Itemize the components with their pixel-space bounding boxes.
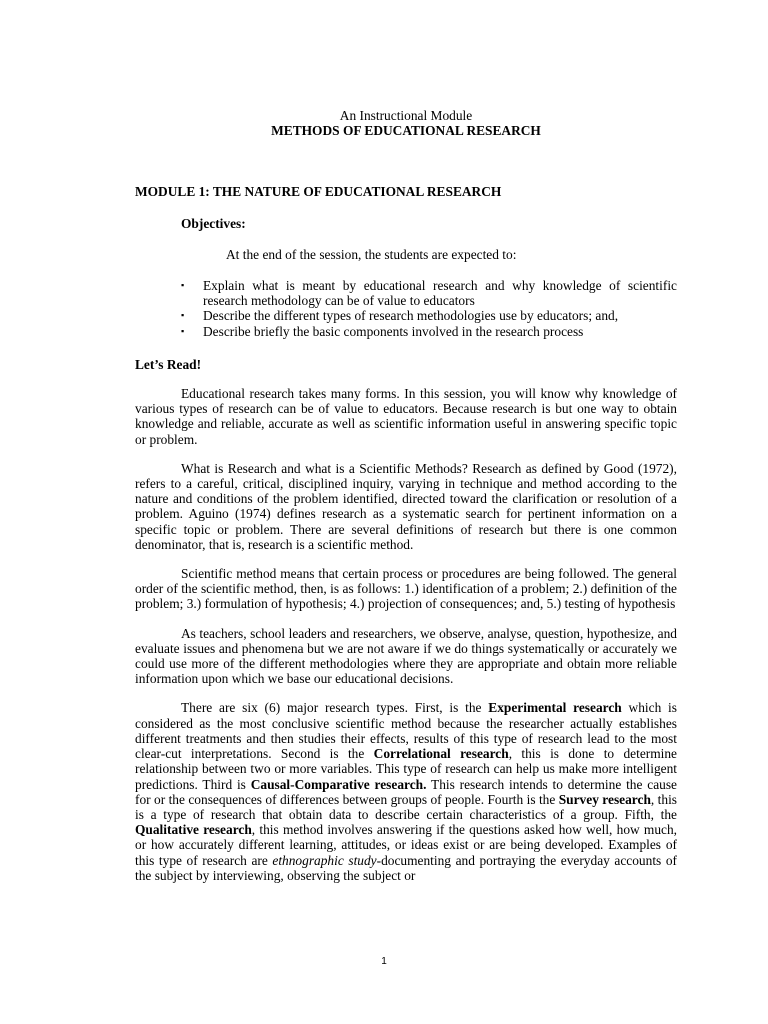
objective-text: Describe briefly the basic components involved in the research process xyxy=(203,323,584,339)
objectives-intro: At the end of the session, the students are expected to: xyxy=(226,246,517,262)
objectives-heading: Objectives: xyxy=(181,215,246,231)
objective-item xyxy=(181,308,677,324)
objective-item xyxy=(181,278,677,309)
term-qualitative-research: Qualitative research xyxy=(135,822,252,838)
text-run: , this method involves answering if the questions asked how well, how much, or how accurately different learning, attitudes, or ideas exist or are being developed. Examples of this type of research are xyxy=(135,822,678,868)
paragraph: Educational research takes many forms. In this session, you will know why knowledge of various types of research can be of value to educators. Because research is but one way to obtain knowledge and reliable, accurate as well as scientific information useful in answering specific topic or problem. xyxy=(135,386,677,447)
text-run: , this is done to determine relationship between two or more variables. This type of research can help us make more intelligent predictions. Third is xyxy=(135,746,677,792)
term-experimental-research: Experimental research xyxy=(488,700,622,716)
term-causal-comparative-research: Causal-Comparative research. xyxy=(250,776,427,792)
objective-text: Describe the different types of research methodologies use by educators; and, xyxy=(203,308,619,324)
module-heading: MODULE 1: THE NATURE OF EDUCATIONAL RESEARCH xyxy=(135,184,502,200)
paragraph: Scientific method means that certain process or procedures are being followed. The general order of the scientific method, then, is as follows: 1.) identification of a problem; 2.) definition of the problem; 3.) formulation of hypothesis; 4.) projection of consequences; and, 5.) testing of hypothesis xyxy=(135,566,677,612)
term-correlational-research: Correlational research xyxy=(373,746,509,762)
text-run: This research intends to determine the cause for or the consequences of differences between groups of people. Fourth is the xyxy=(135,776,677,807)
square-bullet-icon: ▪ xyxy=(181,280,185,291)
text-run: which is considered as the most conclusive scientific method because the researcher actually establishes different treatments and then studies their effects, results of this type of research lead to the most clear-cut interpretations. Second is the xyxy=(135,700,677,762)
page-number: 1 xyxy=(381,956,387,967)
paragraph: As teachers, school leaders and researchers, we observe, analyse, question, hypothesize, and evaluate issues and phenomena but we are not aware if we do things systematically or accurately we could use more of the different methodologies where they are appropriate and obtain more reliable information upon which we base our educational decisions. xyxy=(135,625,677,687)
objective-item xyxy=(181,323,677,339)
module-subtitle: An Instructional Module xyxy=(339,108,473,123)
term-survey-research: Survey research xyxy=(558,791,651,807)
term-ethnographic-study: ethnographic study xyxy=(272,852,377,868)
text-run: There are six (6) major research types. First, is the xyxy=(181,700,489,716)
paragraph-research-types xyxy=(135,700,677,882)
square-bullet-icon: ▪ xyxy=(181,310,185,321)
objectives-list xyxy=(135,278,677,339)
document-title: METHODS OF EDUCATIONAL RESEARCH xyxy=(271,123,541,139)
page-content xyxy=(135,108,677,883)
lets-read-heading: Let’s Read! xyxy=(135,356,202,372)
text-run: -documenting and portraying the everyday accounts of the subject by interviewing, observing the subject or xyxy=(135,852,677,883)
paragraph: What is Research and what is a Scientific Methods? Research as defined by Good (1972), refers to a careful, critical, disciplined inquiry, varying in technique and method according to the nature and conditions of the problem identified, directed toward the clarification or resolution of a problem. Aguino (1974) defines research as a systematic search for pertinent information on a specific topic or problem. There are several definitions of research but there is one common denominator, that is, research is a scientific method. xyxy=(135,460,677,552)
square-bullet-icon: ▪ xyxy=(181,325,185,336)
text-run: , this is a type of research that obtain data to describe certain characteristics of a group. Fifth, the xyxy=(135,791,677,822)
objective-text: Explain what is meant by educational research and why knowledge of scientific research methodology can be of value to educators xyxy=(203,278,677,309)
